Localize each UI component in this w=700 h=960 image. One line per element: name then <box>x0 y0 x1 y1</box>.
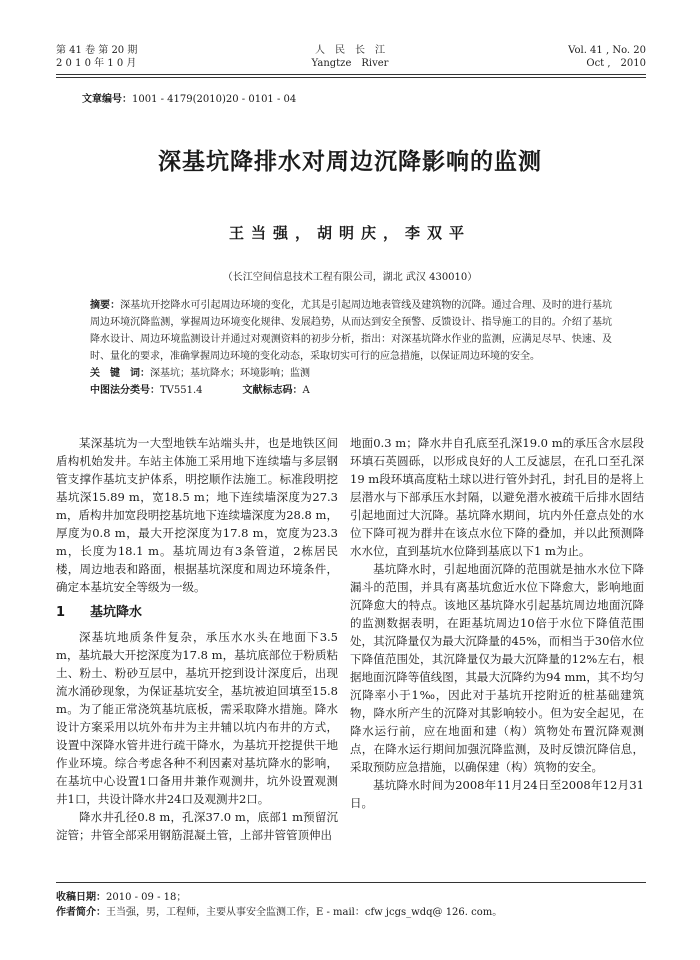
journal-name-en: Yangtze River <box>311 58 389 69</box>
clc-value: TV551.4 <box>160 385 203 396</box>
keywords-label: 关 键 词： <box>90 368 150 379</box>
header-rule-top <box>56 74 646 75</box>
received-value: 2010 - 09 - 18； <box>106 892 187 903</box>
article-id-label: 文章编号： <box>82 94 132 105</box>
affiliation: （长江空间信息技术工程有限公司，湖北 武汉 430010） <box>222 272 478 283</box>
abstract-label: 摘要： <box>90 300 121 311</box>
body-right-column <box>350 434 644 812</box>
received-label: 收稿日期： <box>56 892 106 903</box>
header-left <box>56 44 216 70</box>
header-rule-bottom <box>56 77 646 78</box>
section-number: 1 <box>56 605 66 620</box>
abstract <box>90 297 612 365</box>
volume-number-en: Vol. 41 , No. 20 <box>568 45 646 56</box>
body-paragraph: 地面0.3 m；降水井自孔底至孔深19.0 m的承压含水层段环填石英圆砾，以形成良好的人工反滤层，在孔口至孔深19 m段环填高度粘土球以进行管外封孔，封孔目的是将上层潜水与下部承压水封隔，以避免潜水被疏干后排水固结引起地面过大沉降。基坑降水期间，坑内外任意点处的水位下降可视为群井在该点水位下降的叠加，并以此预测降水水位，直到基坑水位降到基底以下1 m为止。 <box>350 436 644 558</box>
clc-label: 中图法分类号： <box>90 385 160 396</box>
section-title: 基坑降水 <box>90 605 143 620</box>
body-paragraph: 深基坑地质条件复杂，承压水水头在地面下3.5 m，基坑最大开挖深度为17.8 m，基坑底部位于粉质粘土、粉土、粉砂互层中，基坑开挖到设计深度后，出现流水涌砂现象，为保证基坑安全，基坑被迫回填至15.8 m。为了能正常浇筑基坑底板，需采取降水措施。降水设计方案采用以坑外布井为主井辅以坑内布井的方式，设置中深降水管井进行疏干降水，为基坑开挖提供干地作业环境。综合考虑各种不利因素对基坑降水的影响，在基坑中心设置1口备用井兼作观测井，坑外设置观测井1口，共设计降水井24口及观测井2口。 <box>56 630 338 806</box>
doc-code-value: A <box>302 385 310 396</box>
body-paragraph: 基坑降水时，引起地面沉降的范围就是抽水水位下降漏斗的范围，并具有离基坑愈近水位下降愈大，影响地面沉降愈大的特点。该地区基坑降水引起基坑周边地面沉降的监测数据表明，在距基坑周边10倍于水位下降值范围处，其沉降量仅为最大沉降量的45%，而相当于30倍水位下降值范围处，其沉降量仅为最大沉降量的12%左右，根据地面沉降等值线图，其最大沉降约为94 mm，其不均匀沉降率小于1‰，因此对于基坑开挖附近的桩基础建筑物，降水所产生的沉降对其影响较小。但为安全起见，在降水运行前，应在地面和建（构）筑物处布置沉降观测点，在降水运行期间加强沉降监测，及时反馈沉降信息，采取预防应急措施，以确保建（构）筑物的安全。 <box>350 562 644 774</box>
footnote-rule <box>56 882 646 883</box>
journal-name: 人 民 长 江 <box>315 45 385 56</box>
article-id-value: 1001 - 4179(2010)20 - 0101 - 04 <box>132 94 297 105</box>
issue-date-en: Oct , 2010 <box>586 58 646 69</box>
body-paragraph: 基坑降水时间为2008年11月24日至2008年12月31日。 <box>350 778 644 810</box>
header-right <box>486 44 646 70</box>
paper-title: 深基坑降排水对周边沉降影响的监测 <box>158 149 542 175</box>
doc-code-label: 文献标志码： <box>242 385 303 396</box>
authors: 王当强，胡明庆，李双平 <box>228 224 471 242</box>
footnote <box>56 890 656 920</box>
article-id <box>82 90 296 105</box>
issue-volume: 第 41 卷 第 20 期 <box>56 45 138 56</box>
issue-date: 2 0 1 0 年 1 0 月 <box>56 58 137 69</box>
body-left-column <box>56 434 338 844</box>
abstract-block <box>90 297 612 399</box>
section-heading <box>56 604 338 622</box>
classification <box>90 382 612 399</box>
keywords <box>90 365 612 382</box>
author-bio-text: 王当强，男，工程师，主要从事安全监测工作，E - mail：cfw jcgs_wdq@ 126. com。 <box>106 907 503 918</box>
author-bio-label: 作者简介： <box>56 907 106 918</box>
header-center <box>250 44 450 70</box>
received-date <box>56 890 656 905</box>
author-bio <box>56 905 656 920</box>
body-paragraph: 某深基坑为一大型地铁车站端头井，也是地铁区间盾构机始发井。车站主体施工采用地下连续墙与多层钢管支撑作基坑支护体系，明挖顺作法施工。标准段明挖基坑深15.89 m，宽18.5 m；地下连续墙深度为27.3 m，盾构井加宽段明挖基坑地下连续墙深度为28.8 m，厚度为0.8 m，最大开挖深度为17.8 m，宽度为23.3 m，长度为18.1 m。基坑周边有3条管道，2栋居民楼，周边地表和路面，根据基坑深度和周边环境条件，确定本基坑安全等级为一级。 <box>56 436 338 594</box>
body-paragraph: 降水井孔径0.8 m，孔深37.0 m，底部1 m预留沉淀管；井管全部采用钢筋混凝土管，上部井管管顶伸出 <box>56 810 338 842</box>
keywords-text: 深基坑；基坑降水；环境影响；监测 <box>150 368 310 379</box>
abstract-text: 深基坑开挖降水可引起周边环境的变化，尤其是引起周边地表管线及建筑物的沉降。通过合理、及时的进行基坑周边环境沉降监测，掌握周边环境变化规律、发展趋势，从而达到安全预警、反馈设计、指导施工的目的。介绍了基坑降水设计、周边环境监测设计并通过对观测资料的初步分析，指出：对深基坑降水作业的监测，应满足尽早、快速、及时、量化的要求，准确掌握周边环境的变化动态，采取切实可行的应急措施，以保证周边环境的安全。 <box>90 300 613 362</box>
